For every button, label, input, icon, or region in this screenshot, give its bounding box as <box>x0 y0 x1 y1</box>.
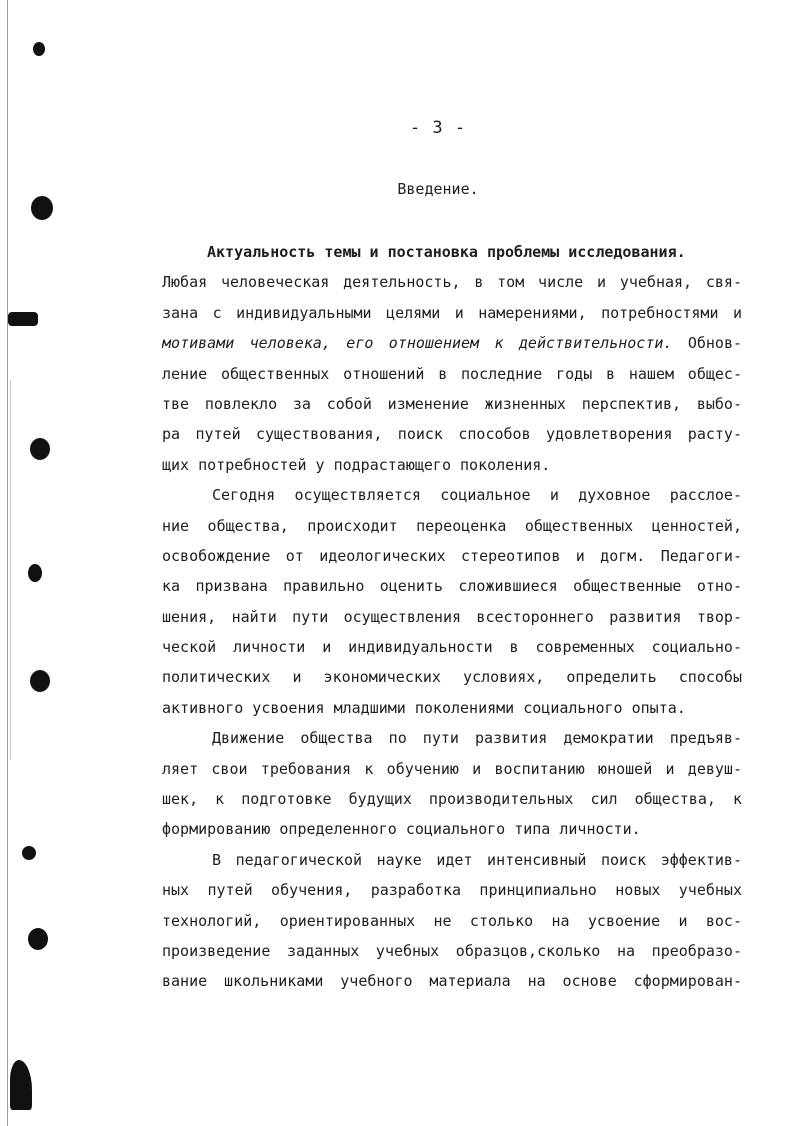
italic-phrase: отношением <box>388 334 480 353</box>
paragraph-line: шек, к подготовке будущих производительных сил общества, к <box>162 790 742 809</box>
page-number: - 3 - <box>409 118 467 138</box>
paragraph-line: освобождение от идеологических стереотипов и догм. Педагоги- <box>162 546 742 565</box>
paragraph-line: В педагогической науке идет интенсивный поиск эффектив- <box>212 850 742 869</box>
italic-phrase: мотивами человека, его <box>162 334 374 353</box>
paragraph-line: ческой личности и индивидуальности в современных социально- <box>162 638 742 657</box>
punch-hole-mark <box>30 670 50 692</box>
paragraph-line: Движение общества по пути развития демократии предъяв- <box>212 729 742 748</box>
paragraph-line: щих потребностей у подрастающего поколения. <box>162 455 551 474</box>
section-title: Введение. <box>397 180 479 198</box>
paragraph-line: ка призвана правильно оценить сложившиеся общественные отно- <box>162 577 742 596</box>
subsection-heading: Актуальность темы и постановка проблемы исследования. <box>207 243 686 261</box>
paragraph-line: ляет свои требования к обучению и воспитанию юношей и девуш- <box>162 759 742 778</box>
paragraph-line: вание школьниками учебного материала на основе сформирован- <box>162 972 742 991</box>
italic-phrase: действительности. <box>518 334 673 353</box>
punch-hole-mark <box>30 438 50 460</box>
punch-hole-mark <box>33 42 45 56</box>
paragraph-line: тве повлекло за собой изменение жизненных перспектив, выбо- <box>162 394 742 413</box>
italic-phrase: к <box>494 334 504 353</box>
punch-hole-mark <box>28 564 42 582</box>
punch-hole-mark <box>8 312 38 326</box>
paragraph-line: Любая человеческая деятельность, в том числе и учебная, свя- <box>162 273 742 292</box>
paragraph-line: политических и экономических условиях, определить способы <box>162 668 742 687</box>
paragraph-line: шения, найти пути осуществления всестороннего развития твор- <box>162 607 742 626</box>
punch-hole-mark <box>31 196 53 220</box>
paragraph-line <box>162 328 742 358</box>
binding-edge-line <box>7 0 8 1126</box>
paragraph-line: активного усвоения младшими поколениями социального опыта. <box>162 698 686 717</box>
paragraph-line: Сегодня осуществляется социальное и духовное расслое- <box>212 486 742 505</box>
paragraph-line: ных путей обучения, разработка принципиально новых учебных <box>162 881 742 900</box>
paragraph-line: зана с индивидуальными целями и намерениями, потребностями и <box>162 303 742 322</box>
punch-hole-mark <box>10 1060 32 1110</box>
text-fragment: Обнов- <box>687 334 742 353</box>
paragraph-line: ра путей существования, поиск способов удовлетворения расту- <box>162 425 742 444</box>
paragraph-line: ние общества, происходит переоценка общественных ценностей, <box>162 516 742 535</box>
paragraph-line: произведение заданных учебных образцов,сколько на преобразо- <box>162 941 742 960</box>
body-text <box>162 237 742 997</box>
paragraph-line: ление общественных отношений в последние годы в нашем общес- <box>162 364 742 383</box>
binding-edge-line-inner <box>10 380 11 760</box>
paragraph-line: технологий, ориентированных не столько на усвоение и вос- <box>162 911 742 930</box>
paragraph-line: формированию определенного социального типа личности. <box>162 820 641 839</box>
punch-hole-mark <box>22 846 36 860</box>
punch-hole-mark <box>28 928 48 950</box>
